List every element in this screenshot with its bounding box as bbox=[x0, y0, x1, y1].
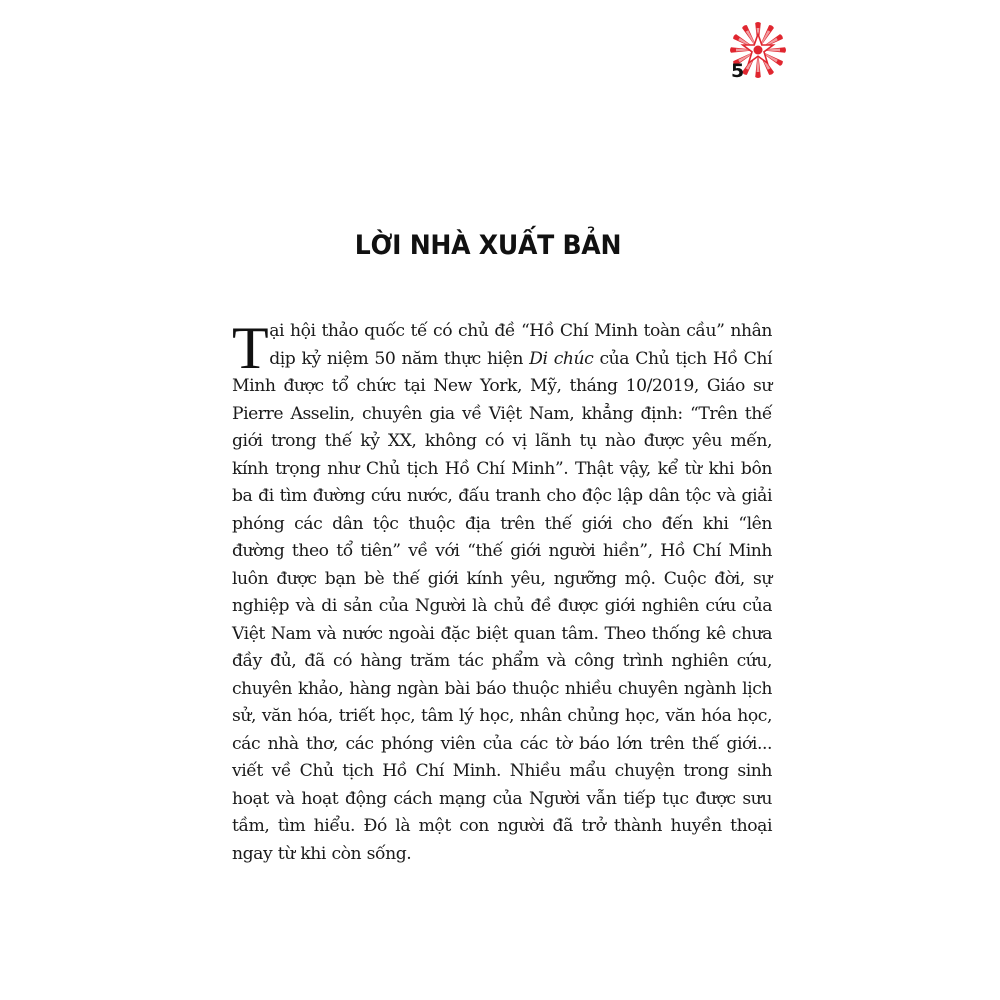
paragraph-italic-title: Di chúc bbox=[529, 348, 594, 369]
logo-center bbox=[754, 46, 763, 55]
paragraph-text-part-1: ại hội thảo quốc tế có chủ đề “Hồ Chí Minh toàn cầu” nhân dịp kỷ niệm 50 năm thực hiện bbox=[269, 321, 772, 369]
foreword-paragraph bbox=[232, 315, 773, 868]
page-number: 5 bbox=[731, 60, 745, 82]
drop-cap: T bbox=[232, 315, 269, 381]
section-title: LỜI NHÀ XUẤT BẢN bbox=[354, 230, 622, 261]
paragraph-text-part-2: của Chủ tịch Hồ Chí Minh được tổ chức tại New York, Mỹ, tháng 10/2019, Giáo sư Pierre Asselin, chuyên gia về Việt Nam, khẳng định: “Trên thế giới trong thế kỷ XX, không có vị lãnh tụ nào được yêu mến, kính trọng như Chủ tịch Hồ Chí Minh”. Thật vậy, kể từ khi bôn ba đi tìm đường cứu nước, đấu tranh cho độc lập dân tộc và giải phóng các dân tộc thuộc địa trên thế giới cho đến khi “lên đường theo tổ tiên” về với “thế giới người hiền”, Hồ Chí Minh luôn được bạn bè thế giới kính yêu, ngưỡng mộ. Cuộc đời, sự nghiệp và di sản của Người là chủ đề được giới nghiên cứu của Việt Nam và nước ngoài đặc biệt quan tâm. Theo thống kê chưa đầy đủ, đã có hàng trăm tác phẩm và công trình nghiên cứu, chuyên khảo, hàng ngàn bài báo thuộc nhiều chuyên ngành lịch sử, văn hóa, triết học, tâm lý học, nhân chủng học, văn hóa học, các nhà thơ, các phóng viên của các tờ báo lớn trên thế giới... viết về Chủ tịch Hồ Chí Minh. Nhiều mẩu chuyện trong sinh hoạt và hoạt động cách mạng của Người vẫn tiếp tục được sưu tầm, tìm hiểu. Đó là một con người đã trở thành huyền thoại ngay từ khi còn sống. bbox=[232, 348, 773, 864]
